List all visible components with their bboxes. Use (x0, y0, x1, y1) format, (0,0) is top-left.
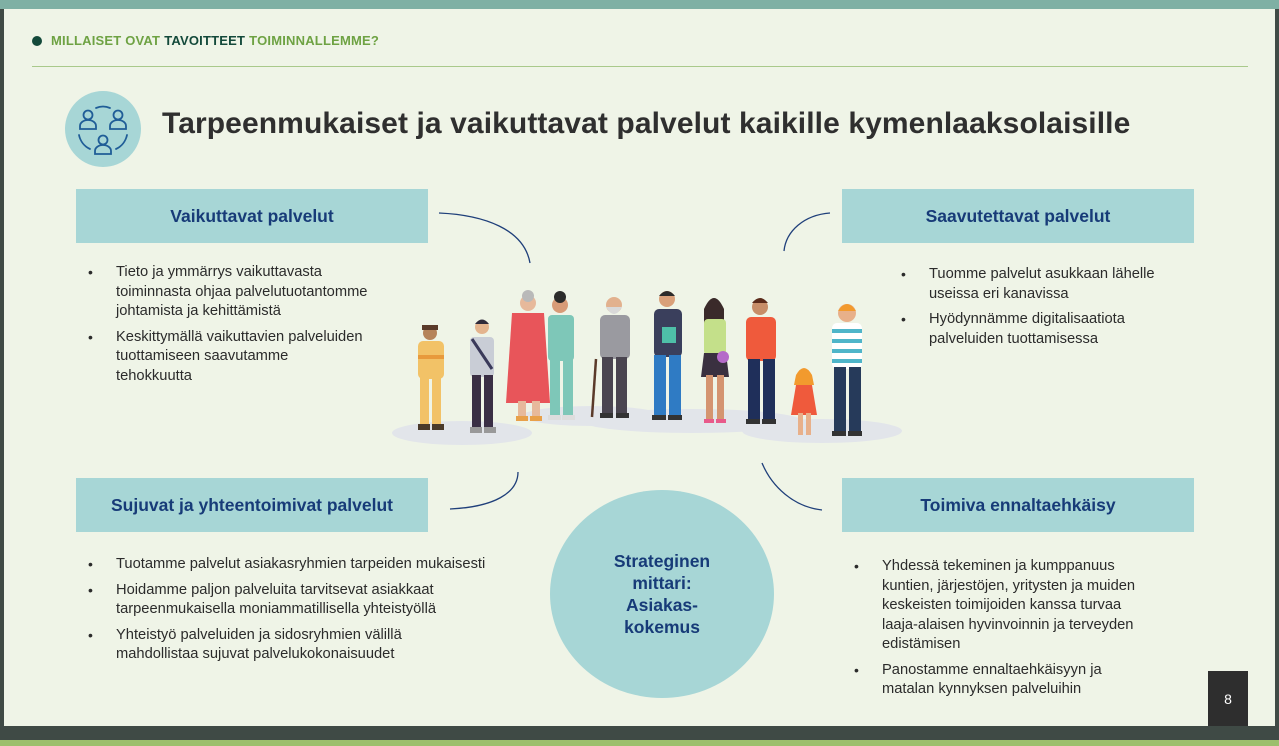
person-young-man (470, 320, 496, 434)
box-sujuvat-palvelut: Sujuvat ja yhteentoimivat palvelut (76, 478, 428, 532)
box-toimiva-ennaltaehkaisy: Toimiva ennaltaehkäisy (842, 478, 1194, 532)
list-item: • Tuomme palvelut asukkaan lähelle useissa eri kanavissa (899, 265, 1189, 304)
diverse-people-group-illustration (392, 281, 902, 447)
section-header-part3: TOIMINNALLEMME? (249, 33, 380, 48)
page-title: Tarpeenmukaiset ja vaikuttavat palvelut kaikille kymenlaaksolaisille (162, 107, 1131, 140)
bullets-sujuvat (86, 555, 486, 671)
list-item: • Yhdessä tekeminen ja kumppanuus kuntien, järjestöjen, yritysten ja muiden keskeisten toimijoiden kanssa turvaa laaja-alaisen hyvinvoinnin ja terveyden edistämisen (852, 557, 1152, 655)
connector-top-left (439, 213, 530, 263)
strategic-metric-circle (550, 490, 774, 698)
list-item: • Panostamme ennaltaehkäisyyn ja matalan kynnyksen palveluihin (852, 661, 1152, 700)
person-man-orange (746, 298, 776, 424)
top-accent-bar (0, 0, 1279, 9)
person-nurse (548, 291, 575, 420)
person-man-folder (652, 291, 682, 420)
list-item: • Hoidamme paljon palveluita tarvitsevat asiakkaat tarpeenmukaisella moniammatillisella yhteistyöllä (86, 581, 486, 620)
connector-bottom-right (762, 463, 822, 510)
bullets-saavutettavat (899, 265, 1189, 355)
box-vaikuttavat-palvelut: Vaikuttavat palvelut (76, 189, 428, 243)
page-number: 8 (1208, 671, 1248, 726)
person-woman-pink (701, 298, 729, 423)
list-item: • Keskittymällä vaikuttavien palveluiden tuottamiseen saavutamme tehokkuutta (86, 328, 368, 387)
section-header-part1: MILLAISET OVAT (51, 33, 161, 48)
slide (4, 9, 1275, 726)
strategic-metric-text: Strateginen mittari: Asiakas- kokemus (613, 551, 711, 637)
bullets-ennaltaehkaisy (852, 557, 1152, 706)
list-item: • Yhteistyö palveluiden ja sidosryhmien välillä mahdollistaa sujuvat palvelukokonaisuudet (86, 626, 486, 665)
list-item: • Tuotamme palvelut asiakasryhmien tarpeiden mukaisesti (86, 555, 486, 575)
person-firefighter (418, 325, 444, 430)
person-woman-red-coat (506, 290, 550, 421)
person-man-striped (832, 304, 862, 436)
list-item: • Tieto ja ymmärrys vaikuttavasta toiminnasta ohjaa palvelutuotantomme johtamista ja kehittämistä (86, 263, 368, 322)
list-item: • Hyödynnämme digitalisaatiota palveluiden tuottamisessa (899, 310, 1189, 349)
bullets-vaikuttavat (86, 263, 368, 392)
box-saavutettavat-palvelut: Saavutettavat palvelut (842, 189, 1194, 243)
connector-bottom-left (450, 472, 518, 509)
person-old-man (592, 297, 630, 418)
section-header-part2: TAVOITTEET (164, 33, 246, 48)
bottom-accent-bar (0, 740, 1279, 746)
connector-top-right (784, 213, 830, 251)
